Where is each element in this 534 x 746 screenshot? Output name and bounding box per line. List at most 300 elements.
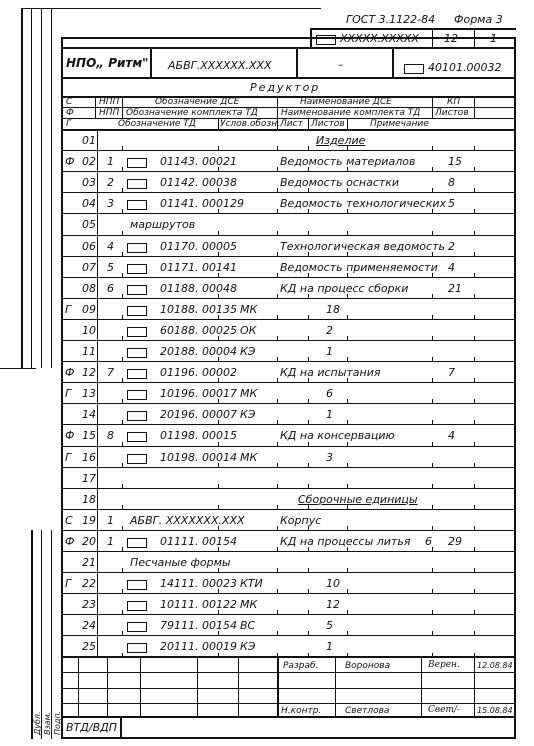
row-line [61,614,516,615]
row-tick [308,336,309,341]
row-sheet: 5 [326,619,333,633]
row-tick [432,146,433,151]
row-tick [308,378,309,383]
row-unit-code: КЭ [240,640,256,654]
row-number: 10 [82,323,96,337]
row-kp: 7 [448,366,455,380]
designation-dash: – [338,58,344,71]
side-label-dubl: Дубл. [33,711,42,735]
row-tick [218,589,219,594]
margin-line [0,368,36,369]
row-tick [308,568,309,573]
row-tick [277,167,278,172]
row-tick [277,463,278,468]
code-box-icon [127,179,147,189]
row-tick [122,209,123,214]
sig-line [197,656,198,716]
row-code: 10188. 00135 [160,302,237,316]
code-box-icon [127,622,147,632]
row-tick [277,547,278,552]
row-tick [308,315,309,320]
colhead-line [432,96,433,118]
row-tick [218,336,219,341]
row-prefix: Ф [65,366,75,380]
row-tick [347,252,348,257]
sig-line [474,656,475,716]
row-line [61,530,516,531]
row-tick [277,146,278,151]
row-number: 25 [82,640,96,654]
colhead-line [95,96,96,118]
row-kp: 4 [448,260,455,274]
row-tick [347,399,348,404]
colhead-g-sheets: Листов [311,119,345,129]
row-tick [277,442,278,447]
row-prefix: Ф [65,155,75,169]
row-tick [474,209,475,214]
row-tick [218,610,219,615]
row-tick [432,399,433,404]
sig-line [78,656,79,716]
row-line [61,635,516,636]
margin-line [21,8,23,368]
row-kp: 8 [448,176,455,190]
row-tick [122,547,123,552]
sig-line [238,656,239,716]
row-tick [218,231,219,236]
colhead-f-npp: НПП [99,108,120,118]
row-tick [308,526,309,531]
norm-control-date: 15.08.84 [477,706,513,715]
row-tick [277,209,278,214]
row-tick [432,357,433,362]
row-tick [432,167,433,172]
row-line [61,192,516,193]
row-code: 01142. 00038 [160,176,237,190]
row-tick [347,547,348,552]
colhead-g-sheet: Лист [280,119,303,129]
margin-line [31,530,33,739]
header-line [310,28,312,47]
row-tick [432,231,433,236]
row-tick [218,484,219,489]
row-tick [474,188,475,193]
row-prefix: С [65,513,73,527]
row-code: 01143. 00021 [160,155,237,169]
row-tick [347,484,348,489]
row-tick [122,231,123,236]
row-tick [308,294,309,299]
developer-signature: Верен. [428,660,460,670]
row-tick [218,568,219,573]
row-tick [474,231,475,236]
row-code: 10111. 00122 [160,598,237,612]
row-tick [432,505,433,510]
row-npp: 2 [107,176,114,190]
rownum-divider [97,129,98,656]
row-code: 01111. 00154 [160,534,237,548]
row-tick [122,315,123,320]
row-number: 03 [82,176,96,190]
product-name: Редуктор [250,81,321,94]
row-sheet: 1 [326,640,333,654]
row-tick [277,336,278,341]
margin-line [31,8,32,368]
standard-number: ГОСТ 3.1122-84 [346,13,436,26]
row-tick [122,252,123,257]
colhead-line [308,118,309,129]
row-tick [474,631,475,636]
row-line [61,572,516,573]
row-line [61,509,516,510]
row-tick [122,463,123,468]
row-tick [347,420,348,425]
row-name: Изделие [316,134,366,147]
row-tick [218,315,219,320]
row-tick [218,252,219,257]
code-box-icon [127,200,147,210]
row-tick [277,231,278,236]
colhead-f-sheets: Листов [435,108,469,118]
sig-line [107,656,108,716]
row-line [61,382,516,383]
row-tick [347,526,348,531]
row-tick [218,442,219,447]
row-tick [218,526,219,531]
row-tick [277,589,278,594]
row-number: 09 [82,302,96,316]
row-line [61,171,516,172]
code-box-icon [127,264,147,274]
row-tick [122,631,123,636]
row-tick [347,610,348,615]
row-number: 20 [82,534,96,548]
row-tick [347,463,348,468]
organization-name: НПО„ Ритм" [66,56,149,70]
row-tick [122,484,123,489]
row-tick [474,463,475,468]
row-code: 20196. 00007 [160,408,237,422]
row-tick [308,357,309,362]
code-box-icon [127,306,147,316]
norm-control-name: Светлова [345,706,390,716]
row-tick [122,610,123,615]
row-line [61,277,516,278]
row-line [61,213,516,214]
row-tick [122,589,123,594]
row-tick [347,631,348,636]
row-tick [347,589,348,594]
developer-date: 12.08.84 [477,661,513,670]
row-tick [308,463,309,468]
row-tick [432,209,433,214]
row-line [61,424,516,425]
row-unit-code: МК [240,387,258,401]
doc-code-2: 40101.00032 [428,61,502,74]
colhead-c-kp: КП [447,97,461,107]
row-number: 07 [82,260,96,274]
row-tick [122,294,123,299]
developer-label: Разраб. [283,661,319,671]
row-prefix: Ф [65,429,75,443]
row-code: 14111. 00023 [160,577,237,591]
row-prefix: Г [65,387,72,401]
row-tick [432,188,433,193]
row-line [61,298,516,299]
row-prefix: Ф [65,534,75,548]
row-tick [474,273,475,278]
row-line [61,488,516,489]
row-tick [218,399,219,404]
row-number: 17 [82,471,96,485]
row-tick [347,378,348,383]
header-line [150,47,152,77]
row-line [61,319,516,320]
row-tick [308,252,309,257]
row-tick [122,146,123,151]
colhead-f: Ф [66,108,74,118]
row-npp: 6 [107,281,114,295]
code2-box-icon [404,64,424,74]
row-tick [277,378,278,383]
row-number: 11 [82,345,96,358]
row-tick [122,526,123,531]
row-tick [308,442,309,447]
row-npp: 5 [107,260,114,274]
row-number: 18 [82,492,96,506]
row-tick [474,146,475,151]
row-number: 06 [82,239,96,253]
row-prefix: Г [65,577,72,591]
row-tick [277,568,278,573]
row-tick [347,231,348,236]
row-tick [308,231,309,236]
row-tick [277,294,278,299]
row-number: 15 [82,429,96,443]
row-code: 01188. 00048 [160,281,237,295]
colhead-c-name: Наименование ДСЕ [300,97,392,107]
row-tick [122,357,123,362]
colhead-f-name: Наименование комплекта ТД [281,108,421,118]
row-tick [474,357,475,362]
row-tick [474,399,475,404]
colhead-line [61,129,516,131]
document-designation: АБВГ.XXXXXX.XXX [168,59,272,72]
code-box-icon [127,158,147,168]
row-tick [347,357,348,362]
code-box-icon [127,327,147,337]
row-tick [474,568,475,573]
row-tick [277,631,278,636]
row-tick [432,589,433,594]
row-tick [347,273,348,278]
doc-code: XXXXX.XXXXX [340,32,419,45]
form-number: Форма 3 [454,13,503,26]
row-sheet: 1 [326,345,333,358]
row-tick [277,484,278,489]
header-line [310,28,516,30]
row-line [61,256,516,257]
colhead-line [347,118,348,129]
row-tick [474,336,475,341]
row-tick [308,146,309,151]
header-line [61,77,516,79]
row-tick [432,294,433,299]
row-number: 24 [82,619,96,633]
row-tick [308,610,309,615]
row-npp: 8 [107,429,114,443]
row-code: 01198. 00015 [160,429,237,443]
row-name: Корпус [280,513,322,527]
row-tick [347,568,348,573]
row-line [61,403,516,404]
row-line [61,340,516,341]
row-code: 01171. 00141 [160,260,237,274]
row-tick [432,378,433,383]
row-number: 19 [82,513,96,527]
row-tick [218,547,219,552]
row-code: АБВГ. XXXXXXX.XXX [130,513,245,527]
row-tick [347,315,348,320]
row-tick [474,484,475,489]
row-tick [308,273,309,278]
row-sheet: 1 [326,408,333,422]
row-number: 05 [82,218,96,232]
row-code: 01196. 00002 [160,366,237,380]
sig-line [120,716,122,739]
row-tick [122,336,123,341]
row-tick [347,505,348,510]
row-tick [474,167,475,172]
row-tick [122,420,123,425]
sheet-number: 12 [444,32,458,45]
row-tick [432,610,433,615]
code-box-icon [127,432,147,442]
row-number: 16 [82,450,96,464]
margin-line [51,8,52,368]
row-tick [432,484,433,489]
margin-line [41,530,42,739]
norm-control-label: Н.контр. [281,706,322,716]
row-tick [308,167,309,172]
colhead-g-designation: Обозначение ТД [118,119,196,129]
row-tick [432,336,433,341]
row-kp: 5 [448,197,455,211]
colhead-g-note: Примечание [370,119,429,129]
row-tick [347,188,348,193]
row-tick [432,420,433,425]
sig-line [61,703,516,704]
row-name: Ведомость технологических [280,197,447,211]
row-tick [432,526,433,531]
row-kp: 15 [448,155,462,169]
row-sheet: 3 [326,450,333,464]
row-code: 20111. 00019 [160,640,237,654]
row-kp: 2 [448,239,455,253]
row-tick [277,357,278,362]
sig-line [421,656,422,716]
row-unit-code: ОК [240,323,257,337]
row-unit-code: МК [240,450,258,464]
row-tick [122,442,123,447]
sheet-count: 1 [490,32,497,45]
sig-line [61,656,516,658]
side-label-podp: Подп. [53,710,62,735]
row-unit-code: МК [240,302,258,316]
doc-code-box-icon [316,35,336,45]
row-line [61,235,516,236]
row-tick [277,505,278,510]
row-tick [218,188,219,193]
row-tick [308,188,309,193]
colhead-g-code: Услов.обозн. [220,119,280,129]
sig-line [61,688,516,689]
row-code: 10196. 00017 [160,387,237,401]
row-sheet: 10 [326,577,340,591]
code-box-icon [127,454,147,464]
row-code: маршрутов [130,218,196,232]
row-number: 13 [82,387,96,401]
row-tick [218,463,219,468]
row-tick [432,568,433,573]
row-sheets: 6 [425,534,432,548]
row-tick [122,188,123,193]
code-box-icon [127,643,147,653]
row-tick [218,505,219,510]
row-tick [432,315,433,320]
row-number: 21 [82,556,96,569]
sig-line [335,656,336,716]
row-sheet: 6 [326,387,333,401]
row-tick [277,399,278,404]
row-name: КД на испытания [280,366,381,380]
code-box-icon [127,369,147,379]
row-tick [218,294,219,299]
row-tick [308,505,309,510]
row-number: 08 [82,281,96,295]
header-line [296,47,298,77]
code-box-icon [127,538,147,548]
row-npp: 1 [107,513,114,527]
row-tick [122,378,123,383]
row-tick [218,167,219,172]
header-line [61,47,516,49]
row-tick [308,589,309,594]
margin-line [41,8,42,368]
row-tick [277,315,278,320]
footer-code: ВТД/ВДП [66,721,117,734]
colhead-c: С [66,97,73,107]
row-tick [218,273,219,278]
row-kp: 21 [448,281,462,295]
sig-line [277,656,279,716]
row-tick [122,568,123,573]
row-tick [347,167,348,172]
colhead-g: Г [66,119,72,129]
row-line [61,467,516,468]
row-tick [432,252,433,257]
row-code: 01170. 00005 [160,239,237,253]
row-name: Ведомость оснастки [280,176,400,190]
row-tick [122,505,123,510]
row-unit-code: МК [240,598,258,612]
row-npp: 7 [107,366,114,380]
row-number: 02 [82,155,96,169]
row-tick [347,442,348,447]
colhead-line [218,118,219,129]
row-name: Ведомость применяемости [280,260,438,274]
row-tick [474,610,475,615]
